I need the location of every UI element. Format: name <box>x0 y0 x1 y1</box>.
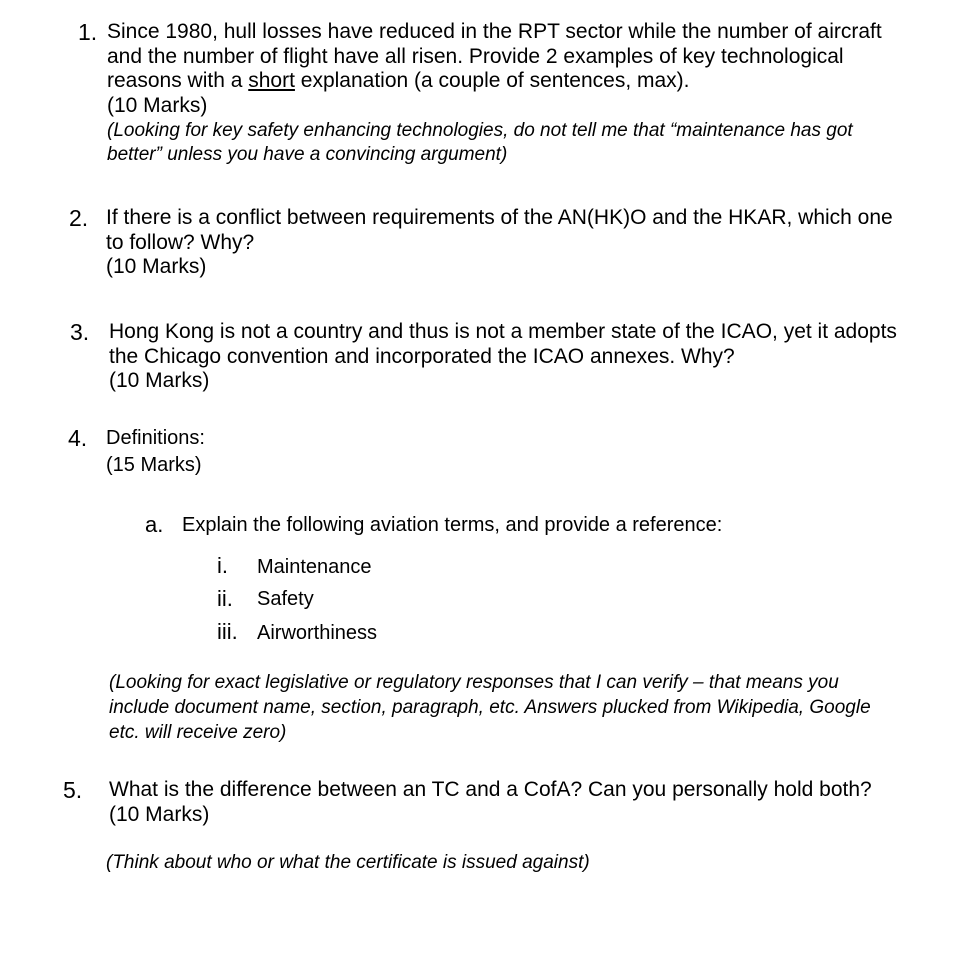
question-1 <box>107 20 882 167</box>
question-3 <box>109 320 897 394</box>
question-5-number: 5. <box>63 777 83 803</box>
question-4-note-line-3: etc. will receive zero) <box>109 722 287 743</box>
question-1-marks: (10 Marks) <box>107 93 208 117</box>
question-4-sub-text: Explain the following aviation terms, and provide a reference: <box>182 514 723 536</box>
question-2-marks: (10 Marks) <box>106 255 207 278</box>
question-5-line-1: What is the difference between an TC and a CofA? Can you personally hold both? <box>109 778 872 801</box>
question-3-line-2: the Chicago convention and incorporated the ICAO annexes. Why? <box>109 344 735 368</box>
question-4-sub-marker: a. <box>145 512 164 537</box>
question-4-note-line-2: include document name, section, paragraph, etc. Answers plucked from Wikipedia, Google <box>109 697 871 718</box>
question-2-line-1: If there is a conflict between requirements of the AN(HK)O and the HKAR, which one <box>106 206 893 229</box>
question-4-note <box>109 670 871 745</box>
question-3-line-1: Hong Kong is not a country and thus is not a member state of the ICAO, yet it adopts <box>109 320 897 343</box>
question-1-line-3 <box>107 69 882 94</box>
question-5-marks: (10 Marks) <box>109 802 210 826</box>
term-2-text: Safety <box>257 588 314 610</box>
term-3-text: Airworthiness <box>257 622 378 644</box>
question-3-number: 3. <box>70 319 90 345</box>
question-4-note-line-1: (Looking for exact legislative or regulatory responses that I can verify – that means you <box>109 672 839 693</box>
question-1-underlined-word: short <box>248 69 295 92</box>
question-5-note <box>106 850 590 875</box>
question-4-line-1: Definitions: <box>106 427 205 449</box>
question-1-line-3-end: explanation (a couple of sentences, max). <box>294 69 690 92</box>
term-1-marker: i. <box>217 553 228 578</box>
question-4 <box>106 426 205 477</box>
question-1-number: 1. <box>78 19 98 45</box>
question-2-number: 2. <box>69 205 89 231</box>
question-4-number: 4. <box>68 425 88 451</box>
question-2 <box>106 206 893 280</box>
term-1-text: Maintenance <box>257 556 372 578</box>
question-5-note-line-1: (Think about who or what the certificate is issued against) <box>106 852 590 873</box>
term-2-marker: ii. <box>217 586 233 611</box>
question-1-line-2: and the number of flight have all risen. Provide 2 examples of key technological <box>107 44 844 68</box>
question-1-note-line-1: (Looking for key safety enhancing technologies, do not tell me that “maintenance has got <box>107 120 853 141</box>
question-1-line-1: Since 1980, hull losses have reduced in the RPT sector while the number of aircraft <box>107 20 882 43</box>
question-2-line-2: to follow? Why? <box>106 230 255 254</box>
term-3-marker: iii. <box>217 619 238 644</box>
question-1-line-3-start: reasons with a <box>107 69 249 92</box>
question-4-marks: (15 Marks) <box>106 453 202 476</box>
question-1-note-line-2: better” unless you have a convincing argument) <box>107 144 508 165</box>
question-3-marks: (10 Marks) <box>109 369 210 392</box>
question-5 <box>109 778 872 827</box>
